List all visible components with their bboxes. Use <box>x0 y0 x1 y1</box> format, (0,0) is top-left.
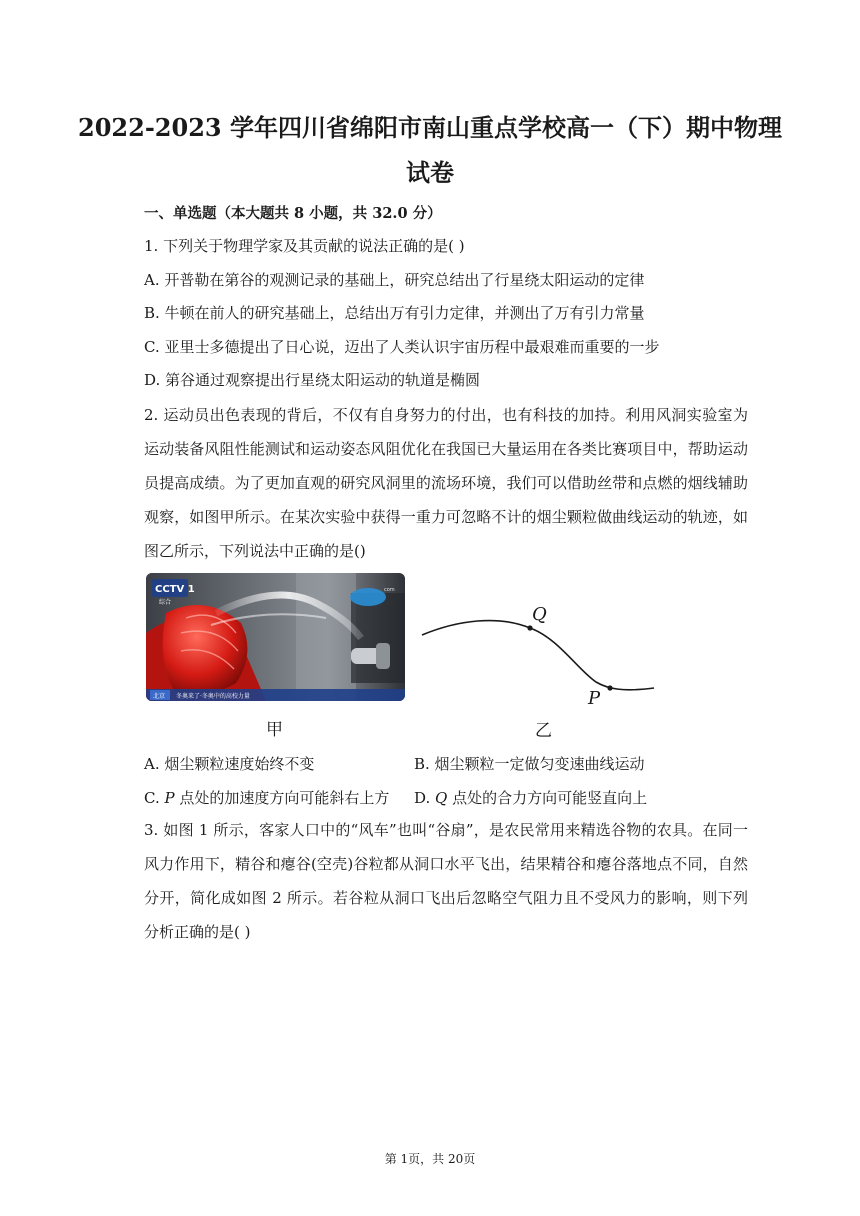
photo-ticker-text: 冬奥来了·冬奥中的高校力量 <box>176 693 250 700</box>
point-q-label: Q <box>532 604 547 625</box>
exam-title-line1: 2022-2023 学年四川省绵阳市南山重点学校高一（下）期中物理 <box>78 113 782 142</box>
photo-channel-logo: CCTV 1 <box>155 584 195 595</box>
question-3-stem: 3. 如图 1 所示，客家人口中的“风车”也叫“谷扇”，是农民常用来精选谷物的农具。在同一风力作用下，精谷和瘪谷(空壳)谷粒都从洞口水平飞出，结果精谷和瘪谷落地点不同，自然分开，简化成如图 2 所示。若谷粒从洞口飞出后忽略空气阻力且不受风力的影响，则下列分析正确的是( ) <box>144 821 748 941</box>
option-c-var: P <box>164 789 175 807</box>
figure-caption-yi: 乙 <box>535 721 552 741</box>
option-c-prefix: C. <box>144 789 165 807</box>
trajectory-diagram <box>418 590 658 710</box>
question-1-option-d: D. 第谷通过观察提出行星绕太阳运动的轨道是椭圆 <box>144 371 481 389</box>
figure-caption-jia: 甲 <box>266 720 283 740</box>
option-d-var: Q <box>435 789 448 807</box>
question-2-option-d <box>414 788 774 808</box>
point-p-dot <box>607 685 612 690</box>
question-1-stem: 1. 下列关于物理学家及其贡献的说法正确的是( ) <box>144 237 465 255</box>
point-q-dot <box>527 625 532 630</box>
wind-tunnel-photo <box>146 573 405 701</box>
trajectory-curve <box>422 621 654 690</box>
photo-ticker-place: 北京 <box>153 693 166 700</box>
point-p-label: P <box>588 688 601 709</box>
question-1-option-a: A. 开普勒在第谷的观测记录的基础上，研究总结出了行星绕太阳运动的定律 <box>144 271 645 289</box>
page-footer: 第 1页，共 20页 <box>384 1152 476 1166</box>
exam-title-line2: 试卷 <box>406 158 454 187</box>
wind-tunnel-illustration <box>146 573 405 701</box>
question-2-option-b: B. 烟尘颗粒一定做匀变速曲线运动 <box>414 755 645 773</box>
question-1-option-b: B. 牛顿在前人的研究基础上，总结出万有引力定律，并测出了万有引力常量 <box>144 304 645 322</box>
option-d-prefix: D. <box>414 789 436 807</box>
question-1-option-c: C. 亚里士多德提出了日心说，迈出了人类认识宇宙历程中最艰难而重要的一步 <box>144 338 660 356</box>
question-2-option-c <box>144 788 404 808</box>
option-c-rest: 点处的加速度方向可能斜右上方 <box>174 789 390 807</box>
photo-corner-text: com <box>384 587 395 593</box>
question-2-stem: 2. 运动员出色表现的背后，不仅有自身努力的付出，也有科技的加持。利用风洞实验室为运动装备风阻性能测试和运动姿态风阻优化在我国已大量运用在各类比赛项目中，帮助运动员提高成绩。为了更加直观的研究风洞里的流场环境，我们可以借助丝带和点燃的烟线辅助观察，如图甲所示。在某次实验中获得一重力可忽略不计的烟尘颗粒做曲线运动的轨迹，如图乙所示，下列说法中正确的是() <box>144 406 748 560</box>
option-d-rest: 点处的合力方向可能竖直向上 <box>447 789 648 807</box>
question-2-option-a: A. 烟尘颗粒速度始终不变 <box>144 755 315 773</box>
photo-channel-sublogo: 综合 <box>159 599 172 606</box>
section-heading: 一、单选题（本大题共 8 小题，共 32.0 分） <box>144 205 442 222</box>
